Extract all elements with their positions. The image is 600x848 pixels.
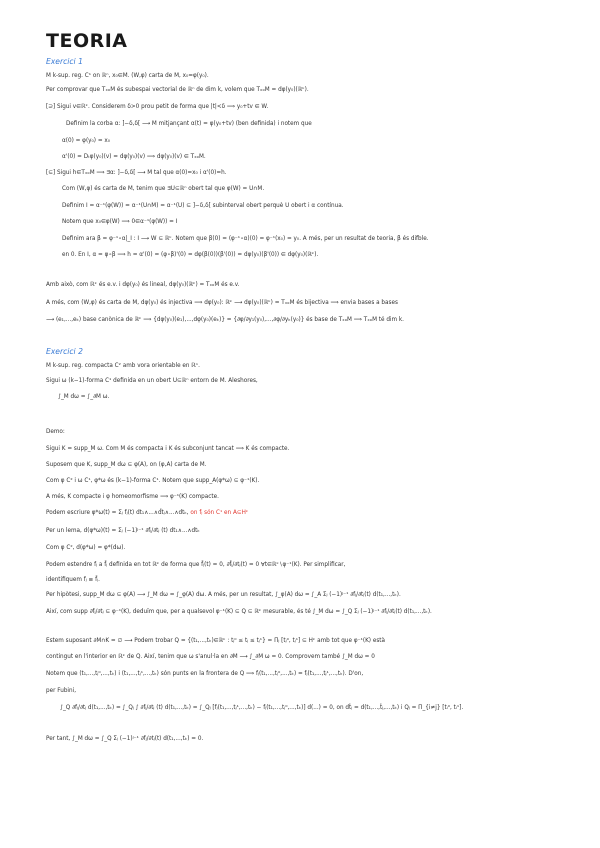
ex2-line-5: Sigui K = supp_M ω. Com M és compacta i K és subconjunt tancat ⟹ K és compacte.	[46, 446, 290, 452]
ex1-line-8: Com (W,φ) és carta de M, tenim que ∃U⊆ℝⁿ obert tal que φ(W) = U∩M.	[62, 186, 265, 192]
ex1-line-3: [⊇] Sigui v∈ℝᵏ. Considerem δ>0 prou petit de forma que |t|<δ ⟹ y₀+tv ∈ W.	[46, 104, 269, 110]
ex1-line-10: Notem que x₀∈φ(W) ⟹ 0∈α⁻¹(φ(W)) = I	[62, 219, 178, 225]
ex2-line-6: Suposem que K, supp_M dω ⊆ φ(A), on (φ,A) carta de M.	[46, 462, 207, 468]
ex2-line-15: Així, com supp ∂fⱼ/∂tⱼ ⊆ φ⁻¹(K), deduïm que, per a qualsevol φ⁻¹(K) ⊆ Q ⊆ ℝᵏ mesurable, és té ∫_M dω = ∫_Q Σⱼ (−1)ʲ⁻¹ ∂fⱼ/∂tⱼ(t) d(t₁,...,tₖ).	[46, 609, 432, 615]
ex1-line-6: α'(0) = Dₜφ(y₀)(v) = dφ(y₀)(v) ⟹ dφ(y₀)(v) ∈ TₓₒM.	[62, 154, 206, 160]
ex2-line-21: Per tant, ∫_M dω = ∫_Q Σⱼ (−1)ʲ⁻¹ ∂fⱼ/∂tⱼ(t) d(t₁,...,tₖ) = 0.	[46, 736, 204, 742]
section-heading-ex2: Exercici 2	[46, 347, 83, 356]
ex1-line-4: Definim la corba α: ]−δ,δ[ ⟶ M mitjançant α(t) = φ(y₀+tv) (ben definida) i notem que	[66, 121, 312, 127]
ex2-line-7: Com φ C² i ω C¹, φ*ω és (k−1)-forma C¹. Notem que supp_A(φ*ω) ⊆ φ⁻¹(K).	[46, 478, 260, 484]
ex2-line-11: Com φ C², d(φ*ω) = φ*(dω).	[46, 545, 126, 551]
ex2-line-14: Per hipòtesi, supp_M dω ⊆ φ(A) ⟶ ∫_M dω = ∫_φ(A) dω. A més, per un resultat, ∫_φ(A) dω = ∫_A Σⱼ (−1)ʲ⁻¹ ∂fⱼ/∂tⱼ(t) d(t₁,...,tₖ).	[46, 592, 401, 598]
ex2-line-17: contingut en l'interior en ℝᵏ de Q. Així, tenim que ω s'anul·la en ∂M ⟶ ∫_∂M ω = 0. Comprovem també ∫_M dω = 0	[46, 654, 375, 660]
ex2-line-20: ∫_Q ∂fⱼ/∂tⱼ d(t₁,...,tₖ) = ∫_Qⱼ ∫ ∂fⱼ/∂tⱼ (t) d(t₁,...,tₖ) = ∫_Qⱼ [fⱼ(t₁,...,tⱼ¹,...,tₖ) − fⱼ(t₁,...,tⱼ⁰,...,tₖ)] d(...) = 0, on dt̂ⱼ = d(t₁,...,t̂ⱼ,...,tₖ) i Qⱼ = Π_{i≠j} [tᵢ⁰, tᵢ¹].	[60, 705, 464, 711]
ex2-line-13: identifiquem fⱼ ≡ f̃ⱼ.	[46, 577, 100, 583]
ex1-line-13: Amb això, com ℝᵏ és e.v. i dφ(y₀) és lineal, dφ(y₀)(ℝᵏ) = TₓₒM és e.v.	[46, 282, 240, 288]
ex1-line-14: A més, com (W,φ) és carta de M, dφ(y₀) és injectiva ⟹ dφ(y₀): ℝᵏ ⟶ dφ(y₀)(ℝᵏ) = TₓₒM és bijectiva ⟹ envia bases a bases	[46, 300, 398, 306]
ex1-line-11: Definim ara β = φ⁻¹∘α|_I : I ⟶ W ⊆ ℝᵏ. Notem que β(0) = (φ⁻¹∘α)(0) = φ⁻¹(x₀) = y₀. A més, per un resultat de teoria, β és difble.	[62, 236, 429, 242]
ex1-line-1: M k-sup. reg. C¹ on ℝⁿ, x₀∈M. (W,φ) carta de M, x₀=φ(y₀).	[46, 73, 209, 79]
ex1-line-9: Definim I = α⁻¹(φ(W)) = α⁻¹(U∩M) = α⁻¹(U) ⊆ ]−δ,δ[ subinterval obert perquè U obert i α contínua.	[62, 203, 344, 209]
ex2-line-12: Podem estendre fⱼ a f̃ⱼ definida en tot ℝᵏ de forma que f̃ⱼ(t) = 0, ∂f̃ⱼ/∂tⱼ(t) = 0 ∀t∈ℝᵏ∖φ⁻¹(K). Per simplificar,	[46, 562, 346, 568]
ex2-line-9: Podem escriure φ*ω(t) = Σⱼ fⱼ(t) dt₁∧...∧d̂tⱼ∧...∧dtₖ,	[46, 510, 189, 516]
ex2-line-19: per Fubini,	[46, 688, 77, 694]
ex2-line-9-row	[46, 510, 248, 517]
ex2-line-4: Demo:	[46, 429, 65, 435]
ex2-line-2: Sigui ω (k−1)-forma C¹ definida en un obert U⊆ℝⁿ entorn de M. Aleshores,	[46, 378, 258, 384]
ex2-line-10: Per un lema, d(φ*ω)(t) = Σⱼ (−1)ʲ⁻¹ ∂fⱼ/∂tⱼ (t) dt₁∧...∧dtₖ	[46, 528, 200, 534]
ex2-line-1: M k-sup. reg. compacta C² amb vora orientable en ℝⁿ.	[46, 363, 200, 369]
ex1-line-2: Per comprovar que TₓₒM és subespai vectorial de ℝⁿ de dim k, volem que TₓₒM = dφ(y₀)(ℝᵏ).	[46, 87, 309, 93]
ex1-line-15: ⟶ (e₁,...,eₖ) base canònica de ℝᵏ ⟹ {dφ(y₀)(e₁),...,dφ(y₀)(eₖ)} = {∂φ/∂y₁(y₀),...,∂φ/∂yₖ(y₀)} és base de TₓₒM ⟹ TₓₒM té dim k.	[46, 317, 404, 323]
ex2-line-18: Notem que (t₁,...,tⱼ⁰,...,tₖ) i (t₁,...,tⱼ¹,...,tₖ) són punts en la frontera de Q ⟹ fⱼ(t₁,...,tⱼ⁰,...,tₖ) = fⱼ(t₁,...,tⱼ¹,...,tₖ). D'on,	[46, 671, 364, 677]
ex2-line-16: Estem suposant ∂M∩K = ∅ ⟶ Podem trobar Q = {(t₁,...,tₖ)∈ℝᵏ : tⱼ⁰ ≤ tⱼ ≤ tⱼ¹} = Πⱼ [tⱼ⁰, tⱼ¹] ⊆ Hᵏ amb tot que φ⁻¹(K) està	[46, 638, 386, 644]
ex1-line-5: α(0) = φ(y₀) = x₀	[62, 138, 111, 144]
page-title: TEORIA	[46, 30, 128, 52]
red-note: on fⱼ són C¹ en A⊆Hᵏ	[190, 510, 249, 516]
ex2-line-8: A més, K compacte i φ homeomorfisme ⟹ φ⁻¹(K) compacte.	[46, 494, 219, 500]
ex1-line-7: [⊆] Sigui h∈TₓₒM ⟹ ∃α: ]−δ,δ[ ⟶ M tal que α(0)=x₀ i α'(0)=h.	[46, 170, 227, 176]
section-heading-ex1: Exercici 1	[46, 57, 83, 66]
ex1-line-12: en 0. En I, α = φ∘β ⟹ h = α'(0) = (φ∘β)'(0) = dφ(β(0))(β'(0)) = dφ(y₀)(β'(0)) ∈ dφ(y₀)(ℝᵏ).	[62, 252, 319, 258]
ex2-line-3: ∫_M dω = ∫_∂M ω.	[58, 394, 110, 400]
